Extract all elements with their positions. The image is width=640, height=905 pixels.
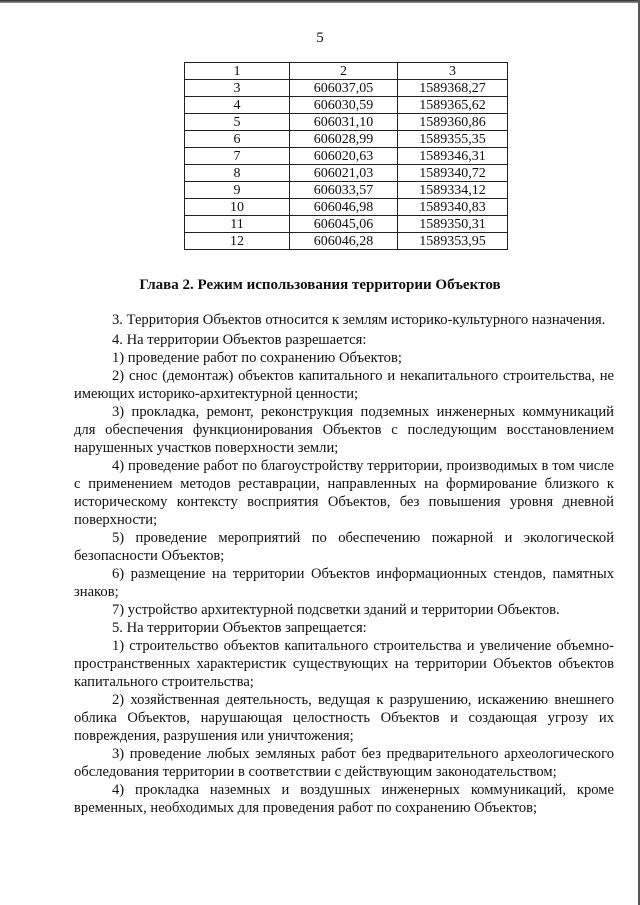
scan-edge-top <box>0 0 640 3</box>
table-row <box>185 148 508 165</box>
table-cell: 10 <box>185 199 290 216</box>
paragraph: 2) снос (демонтаж) объектов капитального и некапитального строительства, не имеющих историко-архитектурной ценности; <box>74 368 614 402</box>
table-cell: 606033,57 <box>290 182 398 199</box>
table-cell: 1589360,86 <box>397 114 507 131</box>
table-cell: 606046,28 <box>290 233 398 250</box>
table-cell: 606037,05 <box>290 80 398 97</box>
table-cell: 606021,03 <box>290 165 398 182</box>
table-cell: 606031,10 <box>290 114 398 131</box>
table-header-row <box>185 63 508 80</box>
paragraph: 4) проведение работ по благоустройству территории, производимых в том числе с применением методов реставрации, направленных на формирование близкого к историческому контексту восприятия Объектов, без повышения уровня дневной поверхности; <box>74 458 614 528</box>
table-cell: 1589368,27 <box>397 80 507 97</box>
table-cell: 3 <box>185 80 290 97</box>
table-cell: 9 <box>185 182 290 199</box>
table-cell: 6 <box>185 131 290 148</box>
table-row <box>185 114 508 131</box>
table-cell: 4 <box>185 97 290 114</box>
paragraph: 4) прокладка наземных и воздушных инженерных коммуникаций, кроме временных, необходимых для проведения работ по сохранению Объектов; <box>74 782 614 816</box>
table-cell: 1589346,31 <box>397 148 507 165</box>
table-cell: 1589340,83 <box>397 199 507 216</box>
paragraph: 3. Территория Объектов относится к землям историко-культурного назначения. <box>112 312 606 328</box>
table-cell: 1589334,12 <box>397 182 507 199</box>
table-row <box>185 199 508 216</box>
table-cell: 5 <box>185 114 290 131</box>
table-header-cell: 3 <box>397 63 507 80</box>
paragraph: 3) прокладка, ремонт, реконструкция подземных инженерных коммуникаций для обеспечения функционирования Объектов с последующим восстановлением нарушенных участков поверхности земли; <box>74 404 614 456</box>
table-cell: 1589365,62 <box>397 97 507 114</box>
table-cell: 606030,59 <box>290 97 398 114</box>
table-cell: 606028,99 <box>290 131 398 148</box>
table-cell: 606045,06 <box>290 216 398 233</box>
table-cell: 7 <box>185 148 290 165</box>
table-cell: 1589340,72 <box>397 165 507 182</box>
coordinates-table <box>184 62 508 250</box>
chapter-heading: Глава 2. Режим использования территории Объектов <box>139 277 501 293</box>
paragraph: 5) проведение мероприятий по обеспечению пожарной и экологической безопасности Объектов; <box>74 530 614 564</box>
table-cell: 8 <box>185 165 290 182</box>
table-header-cell: 2 <box>290 63 398 80</box>
table-row <box>185 80 508 97</box>
table-row <box>185 97 508 114</box>
table-cell: 1589350,31 <box>397 216 507 233</box>
table-cell: 606046,98 <box>290 199 398 216</box>
table-cell: 1589353,95 <box>397 233 507 250</box>
table-row <box>185 233 508 250</box>
paragraph: 4. На территории Объектов разрешается: <box>112 332 367 348</box>
table-cell: 1589355,35 <box>397 131 507 148</box>
paragraph: 3) проведение любых земляных работ без предварительного археологического обследования территории в соответствии с действующим законодательством; <box>74 746 614 780</box>
table-cell: 606020,63 <box>290 148 398 165</box>
table-row <box>185 165 508 182</box>
table-row <box>185 131 508 148</box>
paragraph: 6) размещение на территории Объектов информационных стендов, памятных знаков; <box>74 566 614 600</box>
paragraph: 7) устройство архитектурной подсветки зданий и территории Объектов. <box>112 602 560 618</box>
paragraph: 1) проведение работ по сохранению Объектов; <box>112 350 402 366</box>
page-number: 5 <box>316 30 324 46</box>
paragraph: 5. На территории Объектов запрещается: <box>112 620 367 636</box>
paragraph: 1) строительство объектов капитального строительства и увеличение объемно-пространственных характеристик существующих на территории Объектов объектов капитального строительства; <box>74 638 614 690</box>
paragraph: 2) хозяйственная деятельность, ведущая к разрушению, искажению внешнего облика Объектов, нарушающая целостность Объектов и создающая угрозу их повреждения, разрушения или уничтожения; <box>74 692 614 744</box>
table-row <box>185 182 508 199</box>
table-cell: 11 <box>185 216 290 233</box>
table-header-cell: 1 <box>185 63 290 80</box>
table-row <box>185 216 508 233</box>
table-cell: 12 <box>185 233 290 250</box>
document-body <box>74 311 614 817</box>
